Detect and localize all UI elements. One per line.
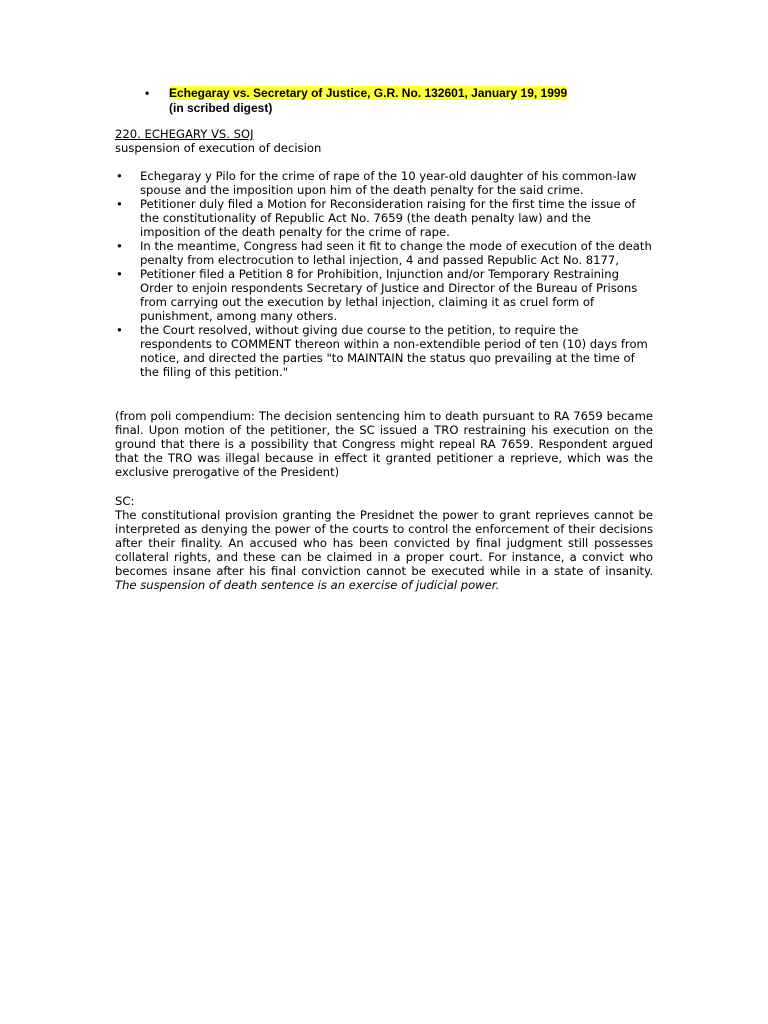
fact-text: In the meantime, Congress had seen it fit to change the mode of execution of the death penalty from electrocution to lethal injection, 4 and passed Republic Act No. 8177, [140, 239, 652, 267]
source-note: (in scribed digest) [169, 101, 273, 115]
bullet-marker: • [116, 239, 123, 253]
fact-text: Petitioner filed a Petition 8 for Prohibition, Injunction and/or Temporary Restraining Order to enjoin respondents Secretary of Justice and Director of the Bureau of Prisons from carrying out the execution by lethal injection, claiming it as cruel form of punishment, among many others. [140, 267, 638, 323]
digest-title: 220. ECHEGARY VS. SOJ [115, 127, 254, 141]
sc-ruling-text: The constitutional provision granting the Presidnet the power to grant reprieves cannot be interpreted as denying the power of the courts to control the enforcement of their decisions after their finality. An accused who has been convicted by final judgment still possesses collateral rights, and these can be claimed in a proper court. For instance, a convict who becomes insane after his final conviction cannot be executed while in a state of insanity. [115, 508, 653, 578]
compendium-paragraph: (from poli compendium: The decision sentencing him to death pursuant to RA 7659 became final. Upon motion of the petitioner, the SC issued a TRO restraining his execution on the ground that there is a possibility that Congress might repeal RA 7659. Respondent argued that the TRO was illegal because in effect it granted petitioner a reprieve, which was the exclusive prerogative of the President) [115, 409, 653, 479]
digest-topic: suspension of execution of decision [115, 141, 322, 155]
fact-text: the Court resolved, without giving due course to the petition, to require the respondents to COMMENT thereon within a non-extendible period of ten (10) days from notice, and directed the parties "to MAINTAIN the status quo prevailing at the time of the filing of this petition." [140, 323, 648, 379]
digest-heading [115, 127, 653, 155]
facts-section [115, 169, 653, 379]
facts-list [115, 169, 653, 379]
sc-ruling-section [115, 494, 653, 592]
list-item [115, 239, 653, 267]
list-item [115, 169, 653, 197]
fact-text: Petitioner duly filed a Motion for Reconsideration raising for the first time the issue of the constitutionality of Republic Act No. 7659 (the death penalty law) and the imposition of the death penalty for the crime of rape. [140, 197, 636, 239]
fact-text: Echegaray y Pilo for the crime of rape of the 10 year-old daughter of his common-law spouse and the imposition upon him of the death penalty for the said crime. [140, 169, 637, 197]
bullet-marker: • [145, 86, 150, 100]
bullet-marker: • [116, 197, 123, 211]
bullet-marker: • [116, 267, 123, 281]
list-item [115, 197, 653, 239]
case-citation [145, 86, 605, 116]
list-item [115, 267, 653, 323]
bullet-marker: • [116, 169, 123, 183]
sc-ruling-emphasis: The suspension of death sentence is an exercise of judicial power. [115, 578, 500, 592]
sc-label: SC: [115, 494, 135, 508]
case-title-highlight: Echegaray vs. Secretary of Justice, G.R. No. 132601, January 19, 1999 [169, 86, 568, 100]
list-item [115, 323, 653, 379]
bullet-marker: • [116, 323, 123, 337]
